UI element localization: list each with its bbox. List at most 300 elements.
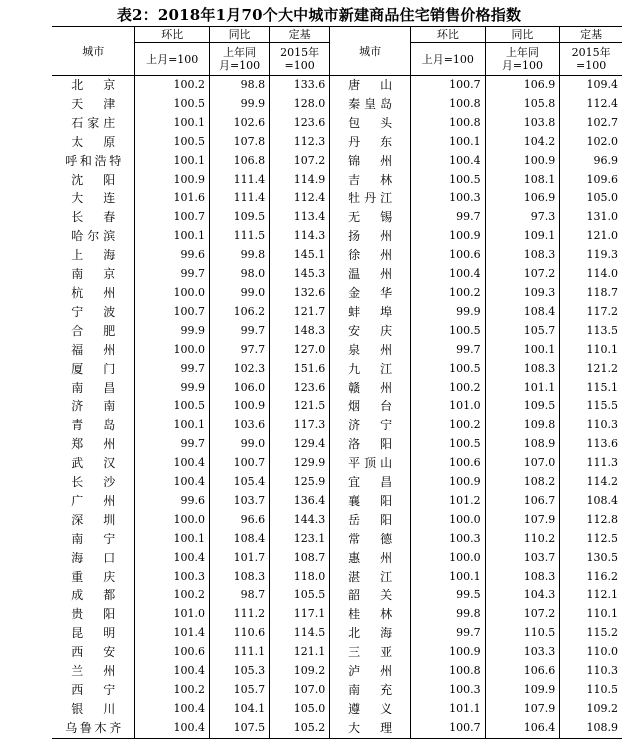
city-name-text: 牡丹江 (348, 191, 393, 206)
yoy-value: 103.7 (210, 492, 270, 511)
fixed-base-value: 119.3 (586, 248, 618, 262)
fixed-base-value: 144.3 (270, 511, 330, 530)
header-yoy-base: 上年同 月=100 (210, 43, 270, 76)
mom-value: 100.2 (135, 681, 210, 700)
yoy-value: 107.2 (485, 265, 560, 284)
city-name (52, 719, 135, 738)
mom-value: 100.8 (411, 95, 486, 114)
fixed-base-value: 145.3 (270, 265, 330, 284)
city-name (52, 303, 135, 322)
yoy-value: 111.2 (210, 605, 270, 624)
city-name-text: 平顶山 (348, 456, 393, 471)
mom-value: 100.2 (411, 284, 486, 303)
mom-value: 100.1 (135, 416, 210, 435)
city-name (52, 492, 135, 511)
city-name-text: 济宁 (348, 418, 393, 433)
city-name (52, 322, 135, 341)
city-name (52, 379, 135, 398)
city-name-text: 广州 (71, 493, 116, 508)
fixed-base-value: 118.0 (270, 568, 330, 587)
header-yoy: 同比 (210, 27, 270, 43)
price-index-table (52, 26, 622, 739)
city-name (52, 265, 135, 284)
city-name (330, 208, 411, 227)
fixed-base-value: 129.4 (270, 435, 330, 454)
fixed-base-value: 132.6 (270, 284, 330, 303)
city-name (52, 624, 135, 643)
mom-value: 100.3 (411, 681, 486, 700)
city-name (52, 246, 135, 265)
city-name (52, 586, 135, 605)
fixed-base-value: 111.3 (586, 456, 618, 470)
yoy-value: 107.0 (485, 454, 560, 473)
city-name-text: 天津 (71, 96, 116, 111)
yoy-value: 100.9 (210, 397, 270, 416)
yoy-value: 110.6 (210, 624, 270, 643)
yoy-value: 108.9 (485, 435, 560, 454)
table-row (52, 265, 622, 284)
fixed-base-value: 112.4 (270, 189, 330, 208)
fixed-base-value: 116.2 (586, 569, 618, 583)
city-name-text: 温州 (348, 267, 393, 282)
mom-value: 100.5 (135, 133, 210, 152)
fixed-base-value: 110.0 (586, 645, 618, 659)
city-name (330, 643, 411, 662)
yoy-value: 108.4 (210, 530, 270, 549)
city-name-text: 西宁 (71, 683, 116, 697)
mom-value: 100.5 (411, 322, 486, 341)
yoy-value: 111.4 (210, 189, 270, 208)
city-name-text: 成都 (71, 588, 116, 603)
yoy-value: 109.1 (485, 227, 560, 246)
header-yoy-base: 上年同 月=100 (485, 43, 560, 76)
mom-value: 99.7 (135, 435, 210, 454)
city-name-text: 厦门 (71, 361, 116, 376)
fixed-base-value: 110.5 (586, 683, 618, 696)
city-name (330, 549, 411, 568)
city-name-text: 福州 (71, 342, 116, 357)
yoy-value: 107.2 (485, 605, 560, 624)
table-row (52, 227, 622, 246)
city-name (52, 473, 135, 492)
mom-value: 100.8 (411, 114, 486, 133)
city-name (330, 303, 411, 322)
city-name (330, 265, 411, 284)
mom-value: 99.7 (411, 624, 486, 643)
fixed-base-value: 115.5 (586, 399, 618, 413)
city-name-text: 南京 (71, 267, 116, 282)
table-row (52, 700, 622, 719)
mom-value: 100.7 (135, 303, 210, 322)
mom-value: 100.5 (135, 95, 210, 114)
table-row (52, 416, 622, 435)
fixed-base-value: 131.0 (586, 210, 618, 224)
table-row (52, 549, 622, 568)
fixed-base-value: 125.9 (270, 473, 330, 492)
fixed-base-value: 145.1 (270, 246, 330, 265)
city-name-text: 北海 (348, 626, 393, 641)
mom-value: 100.2 (411, 416, 486, 435)
fixed-base-value: 112.1 (586, 588, 618, 602)
mom-value: 99.7 (135, 360, 210, 379)
city-name-text: 深圳 (71, 512, 116, 527)
mom-value: 99.7 (135, 265, 210, 284)
yoy-value: 111.1 (210, 643, 270, 662)
fixed-base-value: 112.3 (270, 133, 330, 152)
mom-value: 100.4 (135, 473, 210, 492)
city-name (330, 681, 411, 700)
yoy-value: 98.7 (210, 586, 270, 605)
table-row (52, 208, 622, 227)
city-name (52, 605, 135, 624)
city-name (330, 114, 411, 133)
yoy-value: 106.4 (485, 719, 560, 738)
city-name-text: 赣州 (348, 380, 393, 395)
header-city: 城市 (330, 27, 411, 76)
fixed-base-value: 114.2 (586, 475, 618, 489)
fixed-base-value: 114.5 (270, 624, 330, 643)
mom-value: 100.1 (135, 114, 210, 133)
city-name-text: 无锡 (348, 210, 393, 225)
city-name (52, 568, 135, 587)
yoy-value: 100.9 (485, 152, 560, 171)
yoy-value: 103.3 (485, 643, 560, 662)
table-body (52, 76, 622, 739)
mom-value: 101.6 (135, 189, 210, 208)
city-name-text: 包头 (348, 115, 393, 130)
mom-value: 100.6 (411, 454, 486, 473)
table-row (52, 568, 622, 587)
table-row (52, 171, 622, 190)
mom-value: 100.5 (411, 360, 486, 379)
city-name-text: 太原 (71, 134, 116, 149)
fixed-base-value: 108.9 (560, 719, 622, 738)
header-mom: 环比 (135, 27, 210, 43)
yoy-value: 105.7 (210, 681, 270, 700)
mom-value: 100.1 (135, 152, 210, 171)
city-name-text: 重庆 (71, 569, 116, 584)
mom-value: 100.7 (411, 719, 486, 738)
table-row (52, 360, 622, 379)
header-mom-base: 上月=100 (135, 43, 210, 76)
fixed-base-value: 113.5 (586, 323, 618, 337)
city-name (330, 133, 411, 152)
mom-value: 99.9 (135, 322, 210, 341)
fixed-base-value: 112.4 (586, 96, 618, 110)
city-name (52, 360, 135, 379)
mom-value: 100.4 (411, 265, 486, 284)
city-name (52, 114, 135, 133)
yoy-value: 102.6 (210, 114, 270, 133)
yoy-value: 101.7 (210, 549, 270, 568)
city-name-text: 徐州 (348, 248, 393, 263)
fixed-base-value: 121.0 (586, 229, 618, 243)
city-name (330, 379, 411, 398)
city-name (330, 605, 411, 624)
city-name (330, 454, 411, 473)
city-name (52, 549, 135, 568)
mom-value: 101.2 (411, 492, 486, 511)
fixed-base-value: 112.8 (586, 512, 618, 526)
fixed-base-value: 114.9 (270, 171, 330, 190)
yoy-value: 108.1 (485, 171, 560, 190)
fixed-base-value: 115.2 (586, 626, 618, 640)
city-name-text: 宜昌 (348, 475, 393, 490)
fixed-base-value: 109.4 (586, 78, 618, 91)
yoy-value: 99.7 (210, 322, 270, 341)
yoy-value: 105.8 (485, 95, 560, 114)
fixed-base-value: 123.6 (270, 379, 330, 398)
city-name-text: 泸州 (348, 664, 393, 679)
yoy-value: 99.8 (210, 246, 270, 265)
table-row (52, 719, 622, 738)
mom-value: 99.7 (411, 208, 486, 227)
mom-value: 101.4 (135, 624, 210, 643)
city-name (330, 341, 411, 360)
city-name-text: 贵阳 (71, 607, 116, 622)
city-name (330, 360, 411, 379)
yoy-value: 108.3 (485, 360, 560, 379)
mom-value: 100.9 (411, 227, 486, 246)
city-name (52, 662, 135, 681)
mom-value: 100.1 (411, 133, 486, 152)
mom-value: 100.7 (135, 208, 210, 227)
fixed-base-value: 110.3 (586, 664, 618, 678)
table-row (52, 114, 622, 133)
fixed-base-value: 117.3 (270, 416, 330, 435)
mom-value: 100.3 (411, 530, 486, 549)
table-row (52, 189, 622, 208)
yoy-value: 108.4 (485, 303, 560, 322)
city-name-text: 泉州 (348, 342, 393, 357)
city-name-text: 西安 (71, 645, 116, 660)
city-name (330, 284, 411, 303)
yoy-value: 104.2 (485, 133, 560, 152)
table-row (52, 643, 622, 662)
mom-value: 100.1 (135, 227, 210, 246)
fixed-base-value: 114.3 (270, 227, 330, 246)
table-row (52, 303, 622, 322)
fixed-base-value: 105.5 (270, 586, 330, 605)
table-title: 表2：2018年1月70个大中城市新建商品住宅销售价格指数 (116, 6, 522, 24)
fixed-base-value: 123.1 (270, 530, 330, 549)
fixed-base-value: 121.1 (270, 643, 330, 662)
fixed-base-value: 105.0 (586, 191, 618, 205)
yoy-value: 108.3 (485, 246, 560, 265)
city-name (330, 95, 411, 114)
fixed-base-value: 110.1 (586, 607, 618, 621)
city-name (330, 322, 411, 341)
yoy-value: 98.0 (210, 265, 270, 284)
header-fixed: 定基 (560, 27, 622, 43)
fixed-base-value: 127.0 (270, 341, 330, 360)
mom-value: 100.0 (135, 341, 210, 360)
yoy-value: 103.6 (210, 416, 270, 435)
yoy-value: 99.9 (210, 95, 270, 114)
mom-value: 100.5 (411, 435, 486, 454)
city-name (330, 76, 411, 95)
city-name-text: 安庆 (348, 323, 393, 338)
yoy-value: 106.6 (485, 662, 560, 681)
mom-value: 101.0 (135, 605, 210, 624)
yoy-value: 106.0 (210, 379, 270, 398)
yoy-value: 99.0 (210, 284, 270, 303)
fixed-base-value: 128.0 (270, 95, 330, 114)
city-name-text: 青岛 (71, 418, 116, 433)
fixed-base-value: 102.0 (586, 134, 618, 148)
city-name (330, 586, 411, 605)
fixed-base-value: 102.7 (586, 115, 618, 129)
city-name (52, 397, 135, 416)
city-name (330, 719, 411, 738)
city-name-text: 丹东 (348, 134, 393, 149)
city-name-text: 湛江 (348, 569, 393, 584)
yoy-value: 103.7 (485, 549, 560, 568)
mom-value: 100.5 (135, 397, 210, 416)
yoy-value: 109.3 (485, 284, 560, 303)
fixed-base-value: 121.2 (586, 361, 618, 375)
city-name (52, 133, 135, 152)
city-name (52, 189, 135, 208)
mom-value: 100.2 (411, 379, 486, 398)
city-name (330, 246, 411, 265)
city-name-text: 沈阳 (71, 172, 116, 187)
mom-value: 100.0 (135, 511, 210, 530)
table-row (52, 511, 622, 530)
mom-value: 100.9 (411, 643, 486, 662)
city-name-text: 银川 (71, 701, 116, 716)
city-name-text: 遵义 (348, 701, 393, 716)
city-name (52, 284, 135, 303)
table-row (52, 681, 622, 700)
fixed-base-value: 107.2 (270, 152, 330, 171)
yoy-value: 105.7 (485, 322, 560, 341)
fixed-base-value: 105.2 (270, 719, 330, 738)
city-name (330, 700, 411, 719)
table-row (52, 605, 622, 624)
mom-value: 100.8 (411, 662, 486, 681)
yoy-value: 100.1 (485, 341, 560, 360)
city-name (330, 568, 411, 587)
mom-value: 100.7 (411, 76, 486, 95)
mom-value: 100.4 (135, 719, 210, 738)
yoy-value: 106.8 (210, 152, 270, 171)
table-row (52, 341, 622, 360)
mom-value: 99.6 (135, 246, 210, 265)
mom-value: 100.2 (135, 76, 210, 95)
mom-value: 100.2 (135, 586, 210, 605)
city-name (52, 76, 135, 95)
yoy-value: 109.8 (485, 416, 560, 435)
city-name (52, 435, 135, 454)
city-name-text: 蚌埠 (348, 304, 393, 319)
mom-value: 100.6 (411, 246, 486, 265)
yoy-value: 109.5 (485, 397, 560, 416)
table-row (52, 284, 622, 303)
fixed-base-value: 151.6 (270, 360, 330, 379)
yoy-value: 104.3 (485, 586, 560, 605)
table-row (52, 152, 622, 171)
fixed-base-value: 113.4 (270, 208, 330, 227)
yoy-value: 106.2 (210, 303, 270, 322)
yoy-value: 104.1 (210, 700, 270, 719)
yoy-value: 107.9 (485, 700, 560, 719)
table-row (52, 379, 622, 398)
city-name-text: 三亚 (348, 645, 393, 660)
mom-value: 100.4 (411, 152, 486, 171)
fixed-base-value: 118.7 (586, 285, 618, 299)
city-name (52, 208, 135, 227)
header-fixed-base: 2015年 =100 (560, 43, 622, 76)
mom-value: 100.4 (135, 662, 210, 681)
city-name (330, 171, 411, 190)
fixed-base-value: 105.0 (270, 700, 330, 719)
fixed-base-value: 108.4 (586, 493, 618, 507)
yoy-value: 111.4 (210, 171, 270, 190)
city-name-text: 呼和浩特 (65, 153, 122, 168)
header-yoy: 同比 (485, 27, 560, 43)
yoy-value: 98.8 (210, 76, 270, 95)
fixed-base-value: 96.9 (593, 153, 618, 167)
mom-value: 99.7 (411, 341, 486, 360)
city-name-text: 武汉 (71, 456, 116, 471)
city-name-text: 唐山 (348, 78, 393, 92)
fixed-base-value: 110.1 (586, 342, 618, 356)
mom-value: 99.9 (135, 379, 210, 398)
table-row (52, 133, 622, 152)
fixed-base-value: 115.1 (586, 380, 618, 394)
yoy-value: 105.3 (210, 662, 270, 681)
yoy-value: 96.6 (210, 511, 270, 530)
table-row (52, 95, 622, 114)
city-name-text: 杭州 (71, 285, 116, 300)
city-name-text: 韶关 (348, 588, 393, 603)
table-row (52, 322, 622, 341)
mom-value: 101.0 (411, 397, 486, 416)
fixed-base-value: 113.6 (586, 437, 618, 451)
city-name (330, 492, 411, 511)
city-name-text: 宁波 (71, 304, 116, 319)
fixed-base-value: 114.0 (586, 267, 618, 281)
city-name (52, 700, 135, 719)
yoy-value: 99.0 (210, 435, 270, 454)
yoy-value: 111.5 (210, 227, 270, 246)
yoy-value: 105.4 (210, 473, 270, 492)
mom-value: 100.4 (135, 454, 210, 473)
city-name-text: 大理 (348, 720, 393, 735)
city-name-text: 洛阳 (348, 437, 393, 452)
city-name-text: 惠州 (348, 550, 393, 565)
city-name (52, 643, 135, 662)
yoy-value: 107.9 (485, 511, 560, 530)
table-row (52, 662, 622, 681)
city-name (330, 511, 411, 530)
city-name-text: 兰州 (71, 664, 116, 679)
city-name (52, 171, 135, 190)
mom-value: 100.5 (411, 171, 486, 190)
table-row (52, 435, 622, 454)
table-row (52, 246, 622, 265)
yoy-value: 110.2 (485, 530, 560, 549)
city-name (330, 473, 411, 492)
yoy-value: 100.7 (210, 454, 270, 473)
header-fixed-base: 2015年 =100 (270, 43, 330, 76)
mom-value: 100.3 (135, 568, 210, 587)
city-name-text: 烟台 (348, 399, 393, 414)
city-name-text: 秦皇岛 (348, 96, 393, 111)
city-name-text: 吉林 (348, 172, 393, 187)
city-name (330, 624, 411, 643)
